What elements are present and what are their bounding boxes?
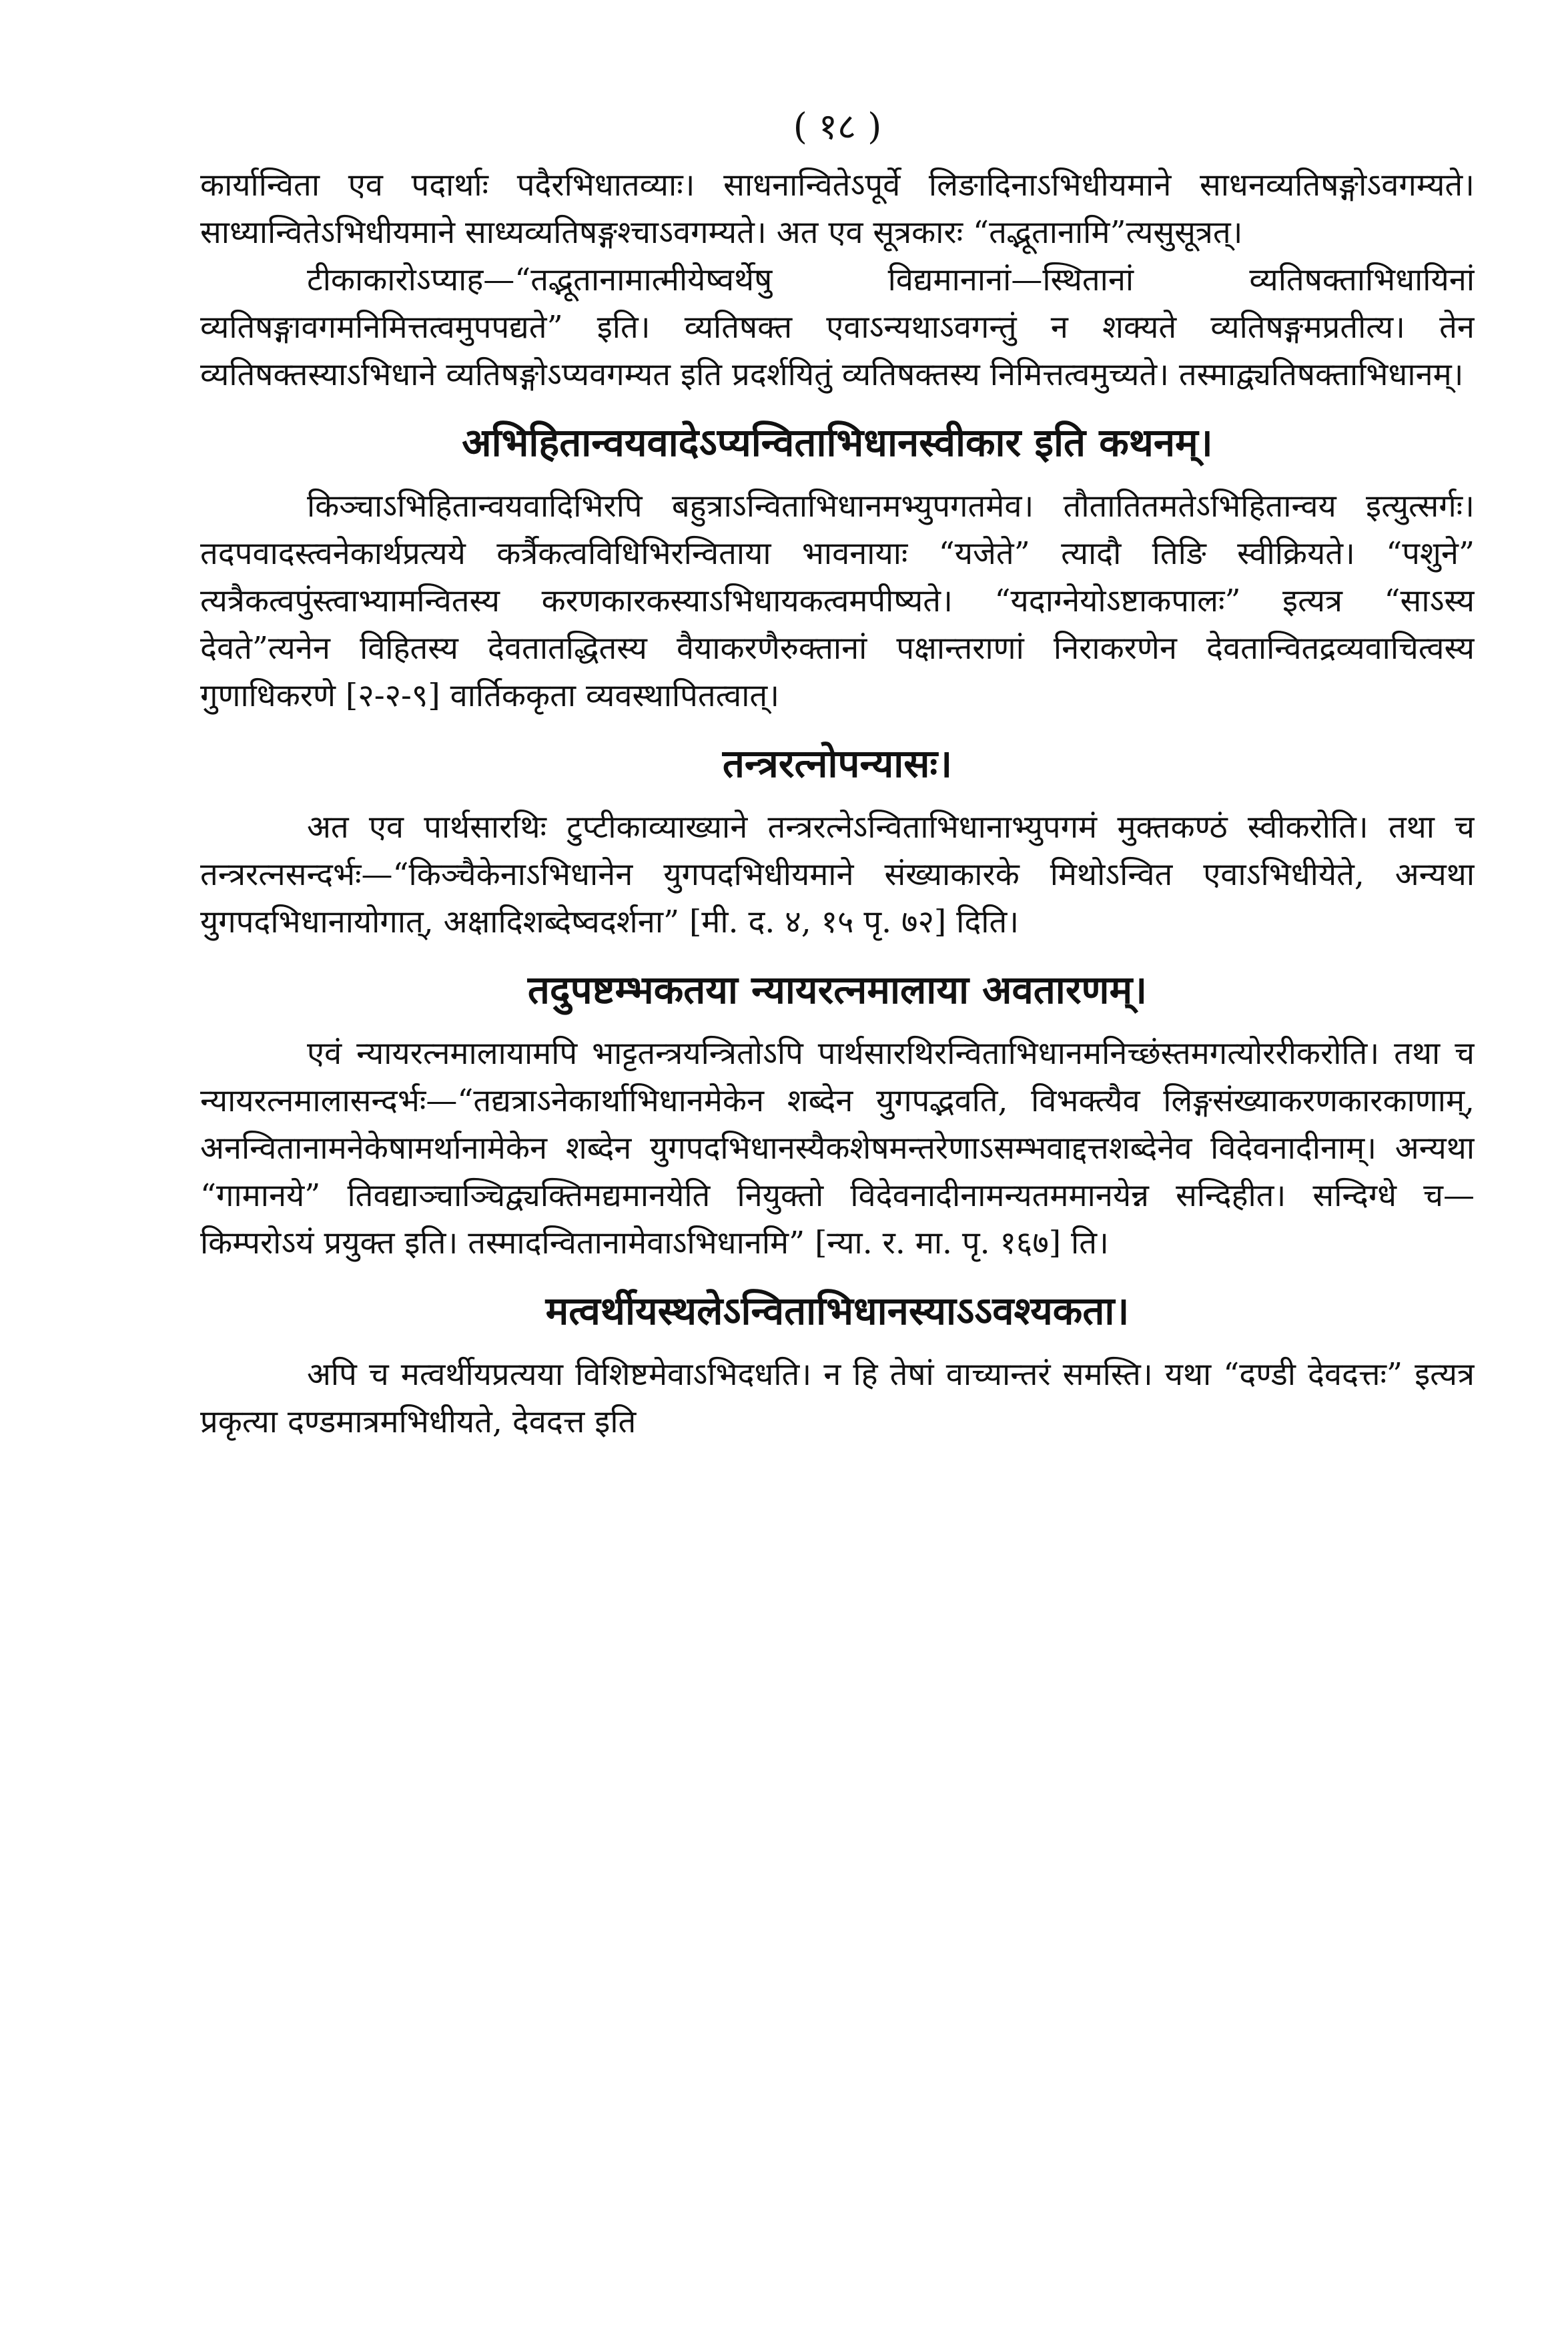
section-nyayaratnamala bbox=[200, 962, 1475, 1267]
paragraph: अत एव पार्थसारथिः टुप्टीकाव्याख्याने तन्त्ररत्नेऽन्विताभिधानाभ्युपगमं मुक्तकण्ठं स्वीकरोति। तथा च तन्त्ररत्नसन्दर्भः—“किञ्चैकेनाऽभिधानेन युगपदभिधीयमाने संख्याकारके मिथोऽन्वित एवाऽभिधीयेते, अन्यथा युगपदभिधानायोगात्, अक्षादिशब्देष्वदर्शना” [मी. द. ४, १५ पृ. ७२] दिति। bbox=[200, 809, 1475, 940]
paragraph: किञ्चाऽभिहितान्वयवादिभिरपि बहुत्राऽन्विताभिधानमभ्युपगतमेव। तौतातितमतेऽभिहितान्वय इत्युत्सर्गः। तदपवादस्त्वनेकार्थप्रत्यये कर्त्रैकत्वविधिभिरन्विताया भावनायाः “यजेते” त्यादौ तिङि स्वीक्रियते। “पशुने” त्यत्रैकत्वपुंस्त्वाभ्यामन्वितस्य करणकारकस्याऽभिधायकत्वमपीष्यते। “यदाग्नेयोऽष्टाकपालः” इत्यत्र “साऽस्य देवते”त्यनेन विहितस्य देवतातद्धितस्य वैयाकरणैरुक्तानां पक्षान्तराणां निराकरणेन देवतान्वितद्रव्यवाचित्वस्य गुणाधिकरणे [२-२-९] वार्तिककृता व्यवस्थापितत्वात्। bbox=[200, 488, 1475, 714]
paragraph: अपि च मत्वर्थीयप्रत्यया विशिष्टमेवाऽभिदधति। न हि तेषां वाच्यान्तरं समस्ति। यथा “दण्डी देवदत्तः” इत्यत्र प्रकृत्या दण्डमात्रमभिधीयते, देवदत्त इति bbox=[200, 1356, 1475, 1440]
section-heading: अभिहितान्वयवादेऽप्यन्विताभिधानस्वीकार इति कथनम्। bbox=[462, 420, 1213, 465]
section-heading: मत्वर्थीयस्थलेऽन्विताभिधानस्याऽऽवश्यकता। bbox=[545, 1288, 1130, 1334]
section-heading: तदुपष्टम्भकतया न्यायरत्नमालाया अवतारणम्। bbox=[527, 967, 1148, 1012]
page-number: ( १८ ) bbox=[793, 105, 882, 148]
section-matvarthiya bbox=[200, 1283, 1475, 1446]
section-abhihitanvaya bbox=[200, 414, 1475, 719]
section-intro bbox=[200, 162, 1475, 398]
paragraph: कार्यान्विता एव पदार्थाः पदैरभिधातव्याः। साधनान्वितेऽपूर्वे लिङादिनाऽभिधीयमाने साधनव्यतिषङ्गोऽवगम्यते। साध्यान्वितेऽभिधीयमाने साध्यव्यतिषङ्गश्चाऽवगम्यते। अत एव सूत्रकारः “तद्भूतानामि”त्यसुसूत्रत्। bbox=[200, 167, 1475, 251]
document-page bbox=[200, 100, 1475, 2303]
paragraph: टीकाकारोऽप्याह—“तद्भूतानामात्मीयेष्वर्थेषु विद्यमानानां—स्थितानां व्यतिषक्ताभिधायिनां व्यतिषङ्गावगमनिमित्तत्वमुपपद्यते” इति। व्यतिषक्त एवाऽन्यथाऽवगन्तुं न शक्यते व्यतिषङ्गमप्रतीत्य। तेन व्यतिषक्तस्याऽभिधाने व्यतिषङ्गोऽप्यवगम्यत इति प्रदर्शयितुं व्यतिषक्तस्य निमित्तत्वमुच्यते। तस्माद्व्यतिषक्ताभिधानम्। bbox=[200, 262, 1475, 393]
section-heading: तन्त्ररत्नोपन्यासः। bbox=[722, 741, 953, 786]
section-tantraratna bbox=[200, 736, 1475, 946]
paragraph: एवं न्यायरत्नमालायामपि भाट्टतन्त्रयन्त्रितोऽपि पार्थसारथिरन्विताभिधानमनिच्छंस्तमगत्योररीकरोति। तथा च न्यायरत्नमालासन्दर्भः—“तद्यत्राऽनेकार्थाभिधानमेकेन शब्देन युगपद्भवति, विभक्त्यैव लिङ्गसंख्याकरणकारकाणाम्, अनन्वितानामनेकेषामर्थानामेकेन शब्देन युगपदभिधानस्यैकशेषमन्तरेणाऽसम्भवाद्दत्तशब्देनेव विदेवनादीनाम्। अन्यथा “गामानये” तिवद्याञ्चाञ्चिद्व्यक्तिमद्यमानयेति नियुक्तो विदेवनादीनामन्यतममानयेन्न सन्दिहीत। सन्दिग्धे च—किम्परोऽयं प्रयुक्त इति। तस्मादन्वितानामेवाऽभिधानमि” [न्या. र. मा. पृ. १६७] ति। bbox=[200, 1035, 1475, 1261]
